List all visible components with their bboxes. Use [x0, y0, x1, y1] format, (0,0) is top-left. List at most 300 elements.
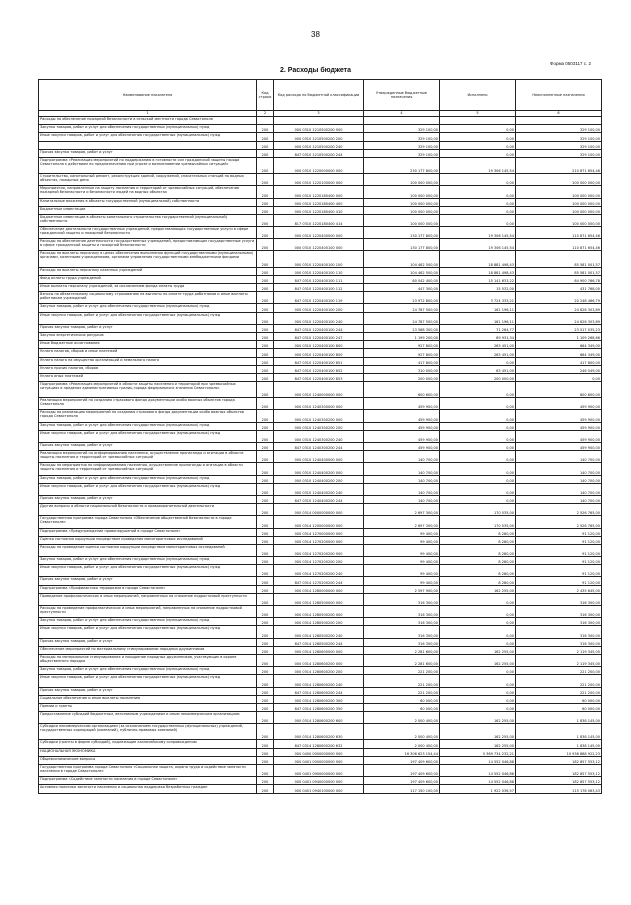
row-line-code: 200: [257, 133, 274, 141]
row-name: Взносы по обязательному социальному страхованию на выплаты по оплате труда работников и иные выплаты работникам учреждений: [39, 292, 257, 304]
row-approved: 2 000 400,00: [364, 740, 440, 748]
table-row: [39, 536, 602, 544]
row-classification-code: 847 0310 1220400100 244: [274, 324, 364, 332]
row-approved: 80 042 400,00: [364, 275, 440, 283]
row-executed: 0,00: [440, 382, 516, 398]
row-approved: 927 800,00: [364, 341, 440, 349]
row-classification-code: 000 0314 1270200200 240: [274, 565, 364, 577]
row-classification-code: 847 0314 1280500200 244: [274, 638, 364, 646]
row-line-code: 200: [257, 585, 274, 593]
row-executed: 0,00: [440, 125, 516, 133]
row-executed: 263 451,00: [440, 341, 516, 349]
row-unexecuted: 316 300,00: [516, 618, 602, 626]
row-name: Расходы на выплаты персоналу казенных учреждений: [39, 267, 257, 275]
table-row: [39, 267, 602, 275]
row-executed: 0,00: [440, 174, 516, 186]
row-name: Государственная программа города Севастополя «Обеспечение общественной безопасности в городе Севастополе»: [39, 516, 257, 528]
row-line-code: 200: [257, 239, 274, 251]
row-approved: 417 800,00: [364, 357, 440, 365]
row-executed: 0,00: [440, 606, 516, 618]
row-executed: 0,00: [440, 214, 516, 226]
row-approved: 2 000 400,00: [364, 712, 440, 724]
row-approved: 130 177 800,00: [364, 227, 440, 239]
row-unexecuted: 2 526 765,00: [516, 516, 602, 528]
row-line-code: 200: [257, 504, 274, 516]
row-name: Уплата налогов, сборов и иных платежей: [39, 349, 257, 357]
row-unexecuted: 91 120,00: [516, 544, 602, 556]
row-executed: 1 922 036,57: [440, 785, 516, 793]
table-row: [39, 626, 602, 638]
table-row: [39, 483, 602, 495]
row-line-code: 200: [257, 451, 274, 463]
header-unexecuted: Неисполненные назначения: [516, 80, 602, 111]
row-approved: 140 700,00: [364, 495, 440, 503]
row-name: Расходы на обеспечение пожарной безопасности в сельской местности города Севастополя: [39, 117, 257, 125]
row-line-code: 200: [257, 275, 274, 283]
row-name: Иные бюджетные ассигнования: [39, 341, 257, 349]
row-classification-code: 000 0314 1280500200 240: [274, 626, 364, 638]
row-approved: 60 000,00: [364, 703, 440, 711]
row-classification-code: 847 0310 1220400100 851: [274, 357, 364, 365]
row-line-code: 200: [257, 712, 274, 724]
header-line-code: Код строки: [257, 80, 274, 111]
row-line-code: 200: [257, 430, 274, 442]
row-unexecuted: 60 000,00: [516, 695, 602, 703]
table-row: [39, 654, 602, 666]
row-classification-code: 000 0310 1240400000 000: [274, 451, 364, 463]
row-line-code: 200: [257, 463, 274, 475]
row-approved: 23 588 300,00: [364, 324, 440, 332]
row-line-code: 200: [257, 667, 274, 675]
row-classification-code: 000 0314 1200000000 000: [274, 516, 364, 528]
table-row: [39, 227, 602, 239]
table-row: [39, 410, 602, 422]
row-executed: 162 255,00: [440, 654, 516, 666]
row-approved: 140 700,00: [364, 475, 440, 483]
row-unexecuted: 140 700,00: [516, 483, 602, 495]
row-executed: 14 552 046,88: [440, 765, 516, 777]
row-classification-code: 847 0310 1220400100 111: [274, 275, 364, 283]
table-row: [39, 186, 602, 198]
row-classification-code: 000 0310 1240300200 000: [274, 410, 364, 422]
row-name: Социальное обеспечение и иные выплаты населению: [39, 695, 257, 703]
row-unexecuted: 110 871 654,46: [516, 239, 602, 251]
row-executed: 161 196,11: [440, 304, 516, 312]
row-executed: 0,00: [440, 357, 516, 365]
row-classification-code: 000 0310 1220180400 410: [274, 206, 364, 214]
row-approved: 2 597 900,00: [364, 585, 440, 593]
table-row: [39, 304, 602, 312]
row-name: Закупка энергетических ресурсов: [39, 332, 257, 340]
row-unexecuted: 459 900,00: [516, 398, 602, 410]
row-name: Прочая закупка товаров, работ и услуг: [39, 638, 257, 646]
row-approved: 230 177 800,00: [364, 157, 440, 173]
row-executed: 200 000,00: [440, 373, 516, 381]
row-name: Иные закупки товаров, работ и услуг для обеспечения государственных (муниципальных) нужд: [39, 483, 257, 495]
table-row: [39, 475, 602, 483]
table-row: [39, 332, 602, 340]
row-unexecuted: 182 857 553,12: [516, 765, 602, 777]
row-executed: 0,00: [440, 703, 516, 711]
table-row: [39, 382, 602, 398]
row-name: Общеэкономические вопросы: [39, 756, 257, 764]
row-name: Расходы на обеспечение деятельности государственных учреждений, предоставляющих государственные услуги в сфере гражданской защиты и пожарной безопасности: [39, 239, 257, 251]
row-line-code: 200: [257, 516, 274, 528]
row-approved: 100 000 000,00: [364, 206, 440, 214]
row-unexecuted: 2 435 645,00: [516, 585, 602, 593]
table-row: [39, 777, 602, 785]
row-approved: 2 000 400,00: [364, 724, 440, 740]
row-line-code: 200: [257, 528, 274, 536]
row-unexecuted: 1 838 145,00: [516, 740, 602, 748]
row-line-code: 200: [257, 544, 274, 556]
row-approved: 104 462 500,00: [364, 267, 440, 275]
row-line-code: 200: [257, 777, 274, 785]
row-approved: 24 787 500,00: [364, 312, 440, 324]
row-unexecuted: 316 300,00: [516, 638, 602, 646]
row-line-code: 200: [257, 398, 274, 410]
row-approved: 197 409 600,00: [364, 777, 440, 785]
table-row: [39, 275, 602, 283]
row-approved: 100 000 000,00: [364, 198, 440, 206]
row-name: Иные закупки товаров, работ и услуг для обеспечения государственных (муниципальных) нужд: [39, 675, 257, 687]
row-name: Иные закупки товаров, работ и услуг для обеспечения государственных (муниципальных) нужд: [39, 430, 257, 442]
row-line-code: 200: [257, 410, 274, 422]
row-classification-code: 000 0314 1270000000 000: [274, 528, 364, 536]
row-executed: 0,00: [440, 675, 516, 687]
row-executed: 0,00: [440, 149, 516, 157]
row-approved: 310 000,00: [364, 365, 440, 373]
row-line-code: 200: [257, 703, 274, 711]
row-name: Уплата иных платежей: [39, 373, 257, 381]
row-approved: 140 700,00: [364, 483, 440, 495]
row-name: Обеспечение деятельности государственных учреждений, предоставляющих государственные услуги в сфере гражданской защиты и пожарной безопасности: [39, 227, 257, 239]
row-executed: 162 255,00: [440, 585, 516, 593]
row-classification-code: 000 0314 1280000000 000: [274, 585, 364, 593]
row-name: Расходы на мероприятия по информированию населения, осуществление пропаганды и агитации в области защиты населения и территорий от чрезвычайных ситуаций: [39, 463, 257, 475]
row-executed: 161 196,11: [440, 312, 516, 324]
table-row: [39, 528, 602, 536]
table-row: [39, 357, 602, 365]
row-line-code: 200: [257, 577, 274, 585]
row-unexecuted: 329 100,00: [516, 141, 602, 149]
row-line-code: 200: [257, 675, 274, 687]
row-name: Прочая закупка товаров, работ и услуг: [39, 577, 257, 585]
row-name: Расходы на проведение профилактических и иных мероприятий, направленных на снижение подростковой преступности: [39, 606, 257, 618]
row-classification-code: 847 0310 1220400100 247: [274, 332, 364, 340]
table-row: [39, 125, 602, 133]
table-row: [39, 593, 602, 605]
row-approved: 600 600,00: [364, 382, 440, 398]
row-name: Подпрограмма «Содействие занятости населения в городе Севастополе»: [39, 777, 257, 785]
row-line-code: 200: [257, 186, 274, 198]
row-executed: 0,00: [440, 593, 516, 605]
row-approved: 60 000,00: [364, 695, 440, 703]
row-line-code: 200: [257, 557, 274, 565]
row-unexecuted: 459 900,00: [516, 443, 602, 451]
table-row: [39, 740, 602, 748]
row-approved: 221 200,00: [364, 667, 440, 675]
row-unexecuted: 20 248 466,79: [516, 292, 602, 304]
row-unexecuted: 600 600,00: [516, 382, 602, 398]
table-row: [39, 341, 602, 349]
row-classification-code: 847 0310 1240300200 244: [274, 443, 364, 451]
row-line-code: 200: [257, 341, 274, 349]
row-classification-code: 000 0310 1220400100 200: [274, 304, 364, 312]
row-line-code: 200: [257, 267, 274, 275]
row-name: Уплата налога на имущество организаций и земельного налога: [39, 357, 257, 365]
row-classification-code: 000 0401 0900000000 000: [274, 765, 364, 777]
row-classification-code: 000 0310 1210500200 200: [274, 133, 364, 141]
row-executed: 19 306 145,54: [440, 239, 516, 251]
row-name: Прочая закупка товаров, работ и услуг: [39, 324, 257, 332]
form-code: Форма 0503117 с. 2: [550, 61, 591, 66]
row-approved: 117 150 100,00: [364, 785, 440, 793]
row-unexecuted: 316 300,00: [516, 593, 602, 605]
row-name: Субсидии (гранты в форме субсидий), подлежащие казначейскому сопровождению: [39, 740, 257, 748]
row-classification-code: 000 0314 1280500000 000: [274, 593, 364, 605]
table-row: [39, 544, 602, 556]
row-approved: 459 900,00: [364, 410, 440, 422]
row-approved: 316 300,00: [364, 618, 440, 626]
row-unexecuted: 91 120,00: [516, 557, 602, 565]
row-approved: 16 306 623 154,44: [364, 748, 440, 756]
row-line-code: 200: [257, 626, 274, 638]
row-name: Строительство, капитальный ремонт, реконструкция зданий, сооружений, спасательных станций на водных объектах, пожарных депо: [39, 174, 257, 186]
row-name: Иные закупки товаров, работ и услуг для обеспечения государственных (муниципальных) нужд: [39, 312, 257, 324]
header-executed: Исполнено: [440, 80, 516, 111]
row-approved: 99 400,00: [364, 528, 440, 536]
row-classification-code: 000 0310 1220400100 000: [274, 239, 364, 251]
row-unexecuted: 329 100,00: [516, 149, 602, 157]
row-approved: 130 177 800,00: [364, 239, 440, 251]
row-classification-code: 000 0314 1270200000 000: [274, 536, 364, 544]
row-unexecuted: 10 936 888 922,23: [516, 748, 602, 756]
row-executed: 0,00: [440, 133, 516, 141]
row-unexecuted: 100 000 000,00: [516, 174, 602, 186]
row-unexecuted: 2 526 765,00: [516, 504, 602, 516]
table-row: [39, 284, 602, 292]
row-line-code: 200: [257, 695, 274, 703]
row-executed: 3 724 333,21: [440, 292, 516, 304]
row-unexecuted: 140 700,00: [516, 463, 602, 475]
row-unexecuted: 246 549,00: [516, 365, 602, 373]
row-executed: 263 451,00: [440, 349, 516, 357]
table-row: [39, 577, 602, 585]
row-executed: 162 255,00: [440, 646, 516, 654]
row-unexecuted: 100 000 000,00: [516, 198, 602, 206]
row-name: Расходы на проведение оценки состояния коррупции посредством мониторинговых исследований: [39, 544, 257, 556]
row-unexecuted: 2 119 345,00: [516, 654, 602, 666]
row-name: Иные закупки товаров, работ и услуг для обеспечения государственных (муниципальных) нужд: [39, 626, 257, 638]
row-unexecuted: 85 581 001,57: [516, 251, 602, 267]
row-classification-code: 000 0310 1220180400 000: [274, 186, 364, 198]
row-approved: 140 700,00: [364, 463, 440, 475]
table-row: [39, 365, 602, 373]
row-unexecuted: 85 581 001,57: [516, 267, 602, 275]
row-approved: 316 300,00: [364, 606, 440, 618]
table-row: [39, 443, 602, 451]
row-unexecuted: 24 626 303,89: [516, 312, 602, 324]
row-line-code: 200: [257, 606, 274, 618]
row-classification-code: 000 0310 1240400200 240: [274, 483, 364, 495]
row-executed: 18 881 498,43: [440, 251, 516, 267]
row-executed: 71 264,77: [440, 324, 516, 332]
row-name: Капитальные вложения в объекты государственной (муниципальной) собственности: [39, 198, 257, 206]
row-classification-code: 000 0401 0000000000 000: [274, 756, 364, 764]
row-unexecuted: 24 626 303,89: [516, 304, 602, 312]
row-approved: 927 800,00: [364, 349, 440, 357]
table-row: [39, 675, 602, 687]
row-line-code: 200: [257, 206, 274, 214]
table-row: [39, 687, 602, 695]
row-classification-code: 847 0310 1210500200 244: [274, 149, 364, 157]
row-line-code: [257, 117, 274, 125]
row-unexecuted: 459 900,00: [516, 422, 602, 430]
row-classification-code: 000 0314 1280600200 200: [274, 667, 364, 675]
table-row: [39, 239, 602, 251]
row-line-code: 200: [257, 483, 274, 495]
row-line-code: 200: [257, 149, 274, 157]
row-classification-code: 847 0310 1220400100 119: [274, 292, 364, 304]
row-executed: 0,00: [440, 398, 516, 410]
table-body: [39, 117, 602, 794]
row-executed: 63 451,00: [440, 365, 516, 373]
row-name: Активная политика занятости населения и социальная поддержка безработных граждан: [39, 785, 257, 793]
row-unexecuted: 316 300,00: [516, 626, 602, 638]
row-approved: 221 200,00: [364, 687, 440, 695]
row-classification-code: [274, 117, 364, 125]
row-executed: 0,00: [440, 443, 516, 451]
row-unexecuted: 210 871 654,46: [516, 157, 602, 173]
row-executed: 8 280,00: [440, 536, 516, 544]
row-unexecuted: 221 200,00: [516, 667, 602, 675]
row-name: Уплата прочих налогов, сборов: [39, 365, 257, 373]
row-executed: 89 931,34: [440, 332, 516, 340]
row-approved: 459 900,00: [364, 430, 440, 442]
row-unexecuted: 417 800,00: [516, 357, 602, 365]
row-name: Прочая закупка товаров, работ и услуг: [39, 149, 257, 157]
row-approved: 99 400,00: [364, 536, 440, 544]
row-classification-code: 000 0314 0000000000 000: [274, 504, 364, 516]
row-approved: 459 900,00: [364, 422, 440, 430]
row-approved: 2 697 300,00: [364, 504, 440, 516]
table-row: [39, 149, 602, 157]
row-name: Реализация мероприятий по созданию страхового фонда документации особо важных объектов города Севастополя: [39, 398, 257, 410]
row-name: Прочая закупка товаров, работ и услуг: [39, 495, 257, 503]
row-name: Оценка состояния коррупции посредством проведения мониторинговых исследований: [39, 536, 257, 544]
row-line-code: 200: [257, 565, 274, 577]
row-executed: 170 535,00: [440, 504, 516, 516]
row-classification-code: 847 0314 1280600200 632: [274, 740, 364, 748]
row-classification-code: 000 0310 1220400000 000: [274, 227, 364, 239]
row-executed: 170 535,00: [440, 516, 516, 528]
row-executed: 0,00: [440, 475, 516, 483]
table-row: [39, 398, 602, 410]
row-classification-code: 000 0310 1240300200 240: [274, 430, 364, 442]
row-name: Закупка товаров, работ и услуг для обеспечения государственных (муниципальных) нужд: [39, 618, 257, 626]
table-row: [39, 198, 602, 206]
table-row: [39, 695, 602, 703]
row-unexecuted: 60 000,00: [516, 703, 602, 711]
row-unexecuted: 182 857 553,12: [516, 756, 602, 764]
table-header-row: [39, 80, 602, 111]
table-row: [39, 724, 602, 740]
header-approved: Утвержденные бюджетные назначения: [364, 80, 440, 111]
row-approved: 24 787 500,00: [364, 304, 440, 312]
row-approved: 329 100,00: [364, 149, 440, 157]
index-cell: 3: [274, 111, 364, 117]
table-row: [39, 373, 602, 381]
row-classification-code: 847 0310 1220400100 853: [274, 373, 364, 381]
row-classification-code: 000 0314 1280600200 000: [274, 654, 364, 666]
row-name: НАЦИОНАЛЬНАЯ ЭКОНОМИКА: [39, 748, 257, 756]
table-row: [39, 430, 602, 442]
row-unexecuted: 23 517 035,23: [516, 324, 602, 332]
row-classification-code: 000 0310 1220400100 240: [274, 312, 364, 324]
row-executed: 8 280,00: [440, 544, 516, 556]
row-classification-code: 000 0314 1270200200 200: [274, 557, 364, 565]
table-row: [39, 495, 602, 503]
row-executed: 0,00: [440, 198, 516, 206]
row-approved: 140 700,00: [364, 451, 440, 463]
row-approved: 100 000 000,00: [364, 186, 440, 198]
row-classification-code: 000 0310 1240300000 000: [274, 398, 364, 410]
row-executed: 5 369 734 232,21: [440, 748, 516, 756]
row-name: Подпрограмма «Реализация мероприятий в области защиты населения и территорий при чрезвычайных ситуациях в пределах административных границ города федерального значения Севастополя»: [39, 382, 257, 398]
row-classification-code: 847 0310 1240400200 244: [274, 495, 364, 503]
row-approved: 2 697 300,00: [364, 516, 440, 528]
row-line-code: 200: [257, 687, 274, 695]
row-unexecuted: 100 000 000,00: [516, 214, 602, 226]
row-name: Иные выплаты персоналу учреждений, за исключением фонда оплаты труда: [39, 284, 257, 292]
row-classification-code: 000 0314 1280600000 000: [274, 646, 364, 654]
row-classification-code: 000 0314 1280600200 600: [274, 712, 364, 724]
row-unexecuted: 2 119 345,00: [516, 646, 602, 654]
row-name: Премии и гранты: [39, 703, 257, 711]
row-executed: 15 141 633,22: [440, 275, 516, 283]
row-executed: 0,00: [440, 463, 516, 475]
row-unexecuted: 221 200,00: [516, 675, 602, 687]
table-row: [39, 638, 602, 646]
row-executed: 0,00: [440, 667, 516, 675]
row-line-code: 200: [257, 740, 274, 748]
table-row: [39, 174, 602, 186]
row-executed: 8 280,00: [440, 577, 516, 585]
row-approved: 23 972 800,00: [364, 292, 440, 304]
row-executed: 18 881 498,43: [440, 267, 516, 275]
row-approved: 459 900,00: [364, 398, 440, 410]
row-executed: 0,00: [440, 430, 516, 442]
row-name: Бюджетные инвестиции в объекты капитального строительства государственной (муниципальной) собственности: [39, 214, 257, 226]
row-classification-code: 000 0310 1220400100 800: [274, 341, 364, 349]
row-unexecuted: 0,00: [516, 373, 602, 381]
row-executed: 0,00: [440, 206, 516, 214]
row-unexecuted: 115 178 063,43: [516, 785, 602, 793]
table-row: [39, 557, 602, 565]
row-line-code: 200: [257, 214, 274, 226]
table-row: [39, 251, 602, 267]
row-line-code: 200: [257, 312, 274, 324]
row-line-code: 200: [257, 536, 274, 544]
row-approved: 100 000 000,00: [364, 214, 440, 226]
table-row: [39, 646, 602, 654]
row-classification-code: 000 0314 1280500200 000: [274, 606, 364, 618]
row-classification-code: 000 0314 1280600200 630: [274, 724, 364, 740]
row-classification-code: 000 0310 1220100000 000: [274, 174, 364, 186]
row-unexecuted: 329 100,00: [516, 125, 602, 133]
row-executed: 0,00: [440, 451, 516, 463]
